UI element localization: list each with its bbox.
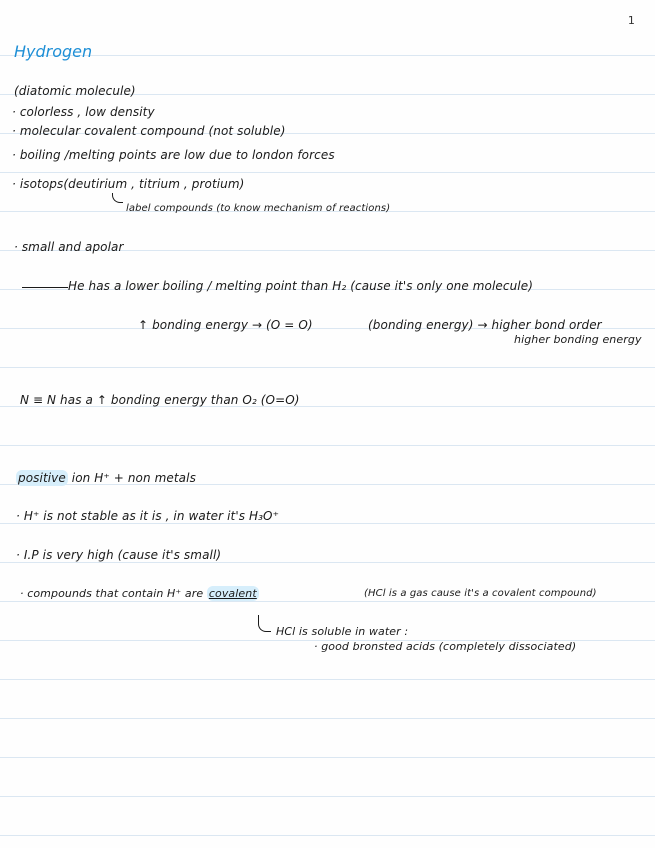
note-line bbox=[16, 471, 196, 485]
note-line: label compounds (to know mechanism of reactions) bbox=[126, 203, 391, 214]
note-line: · boiling /melting points are low due to london forces bbox=[12, 148, 335, 162]
note-line: · colorless , low density bbox=[12, 105, 155, 119]
note-text: · compounds that contain H⁺ are bbox=[20, 587, 204, 600]
page-title: Hydrogen bbox=[14, 42, 93, 61]
note-line: He has a lower boiling / melting point than H₂ (cause it's only one molecule) bbox=[68, 279, 534, 293]
note-line: N ≡ N has a ↑ bonding energy than O₂ (O=O) bbox=[20, 393, 300, 407]
highlighted-text: covalent bbox=[208, 587, 257, 600]
note-line: ↑ bonding energy → (O = O) bbox=[138, 318, 313, 332]
hook-arrow-icon bbox=[112, 193, 123, 203]
highlighted-text: positive bbox=[18, 471, 66, 485]
note-line: higher bonding energy bbox=[514, 333, 642, 346]
note-line: · molecular covalent compound (not soluble) bbox=[12, 124, 286, 138]
note-line: (bonding energy) → higher bond order bbox=[368, 318, 602, 332]
note-line: · H⁺ is not stable as it is , in water it's H₃O⁺ bbox=[16, 509, 280, 523]
note-text: ion H⁺ + non metals bbox=[71, 471, 196, 485]
note-line bbox=[20, 587, 259, 601]
note-line: · small and apolar bbox=[14, 240, 124, 254]
note-line: (diatomic molecule) bbox=[14, 84, 136, 98]
page-number: 1 bbox=[627, 14, 635, 27]
note-line: · I.P is very high (cause it's small) bbox=[16, 548, 222, 562]
note-line: HCl is soluble in water : bbox=[276, 625, 409, 638]
note-line: · good bronsted acids (completely dissociated) bbox=[314, 640, 577, 653]
hook-arrow-icon bbox=[258, 615, 271, 632]
note-line: (HCl is a gas cause it's a covalent compound) bbox=[364, 588, 597, 599]
arrow-icon bbox=[22, 287, 68, 288]
note-line: · isotops(deutirium , titrium , protium) bbox=[12, 177, 245, 191]
